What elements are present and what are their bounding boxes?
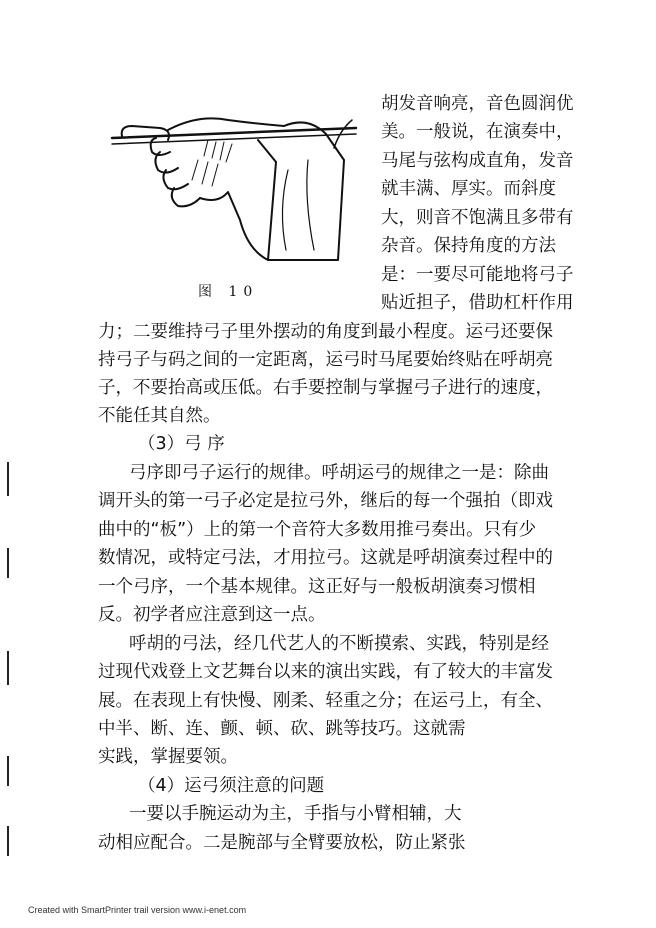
text-line: 数情况，或特定弓法，才用拉弓。这就是呼胡演奏过程中的 [98,548,553,568]
text-line: 美。一般说，在演奏中， [381,122,574,142]
text-line: 马尾与弦构成直角，发音 [381,151,574,171]
text-line: 中半、断、连、颤、顿、砍、跳等技巧。这就需 [98,719,466,739]
text-line: 调开头的第一弓子必定是拉弓外，继后的每一个强拍（即戏 [98,491,553,511]
watermark-footer: Created with SmartPrinter trail version www.i-enet.com [28,905,247,915]
text-line: 反。初学者应注意到这一点。 [98,605,326,625]
text-line: 是：一要尽可能地将弓子 [381,265,574,285]
figure-10-illustration [108,100,358,270]
text-line: 贴近担子，借助杠杆作用 [381,293,574,313]
scan-edge-mark [7,462,9,496]
text-line: 持弓子与码之间的一定距离，运弓时马尾要始终贴在呼胡亮 [98,350,553,370]
section-heading: （4）运弓须注意的问题 [138,776,325,796]
text-line: 力；二要维持弓子里外摆动的角度到最小程度。运弓还要保 [98,322,553,342]
scan-edge-mark [7,756,9,786]
text-line: 呼胡的弓法，经几代艺人的不断摸索、实践，特别是经 [129,634,549,654]
scan-edge-mark [7,548,9,578]
text-line: 弓序即弓子运行的规律。呼胡运弓的规律之一是：除曲 [129,463,549,483]
text-line: 杂音。保持角度的方法 [381,236,556,256]
text-line: 动相应配合。二是腕部与全臂要放松，防止紧张 [98,833,466,853]
text-line: 实践，掌握要领。 [98,747,238,767]
figure-caption: 图 10 [198,284,259,300]
text-line: 展。在表现上有快慢、刚柔、轻重之分；在运弓上，有全、 [98,691,553,711]
text-line: 就丰满、厚实。而斜度 [381,179,556,199]
text-line: 一要以手腕运动为主，手指与小臂相辅，大 [129,804,462,824]
hand-holding-bow-icon [108,100,358,270]
text-line: 大，则音不饱满且多带有 [381,208,574,228]
text-line: 子，不要抬高或压低。右手要控制与掌握弓子进行的速度， [98,378,553,398]
text-line: 不能任其自然。 [98,406,221,426]
section-heading: （3）弓 序 [138,434,225,454]
scan-edge-mark [7,826,9,856]
scan-edge-mark [7,651,9,685]
text-line: 一个弓序，一个基本规律。这正好与一般板胡演奏习惯相 [98,577,536,597]
text-line: 过现代戏登上文艺舞台以来的演出实践，有了较大的丰富发 [98,662,553,682]
text-line: 曲中的“板”）上的第一个音符大多数用推弓奏出。只有少 [98,520,537,540]
text-line: 胡发音响亮，音色圆润优 [381,94,574,114]
